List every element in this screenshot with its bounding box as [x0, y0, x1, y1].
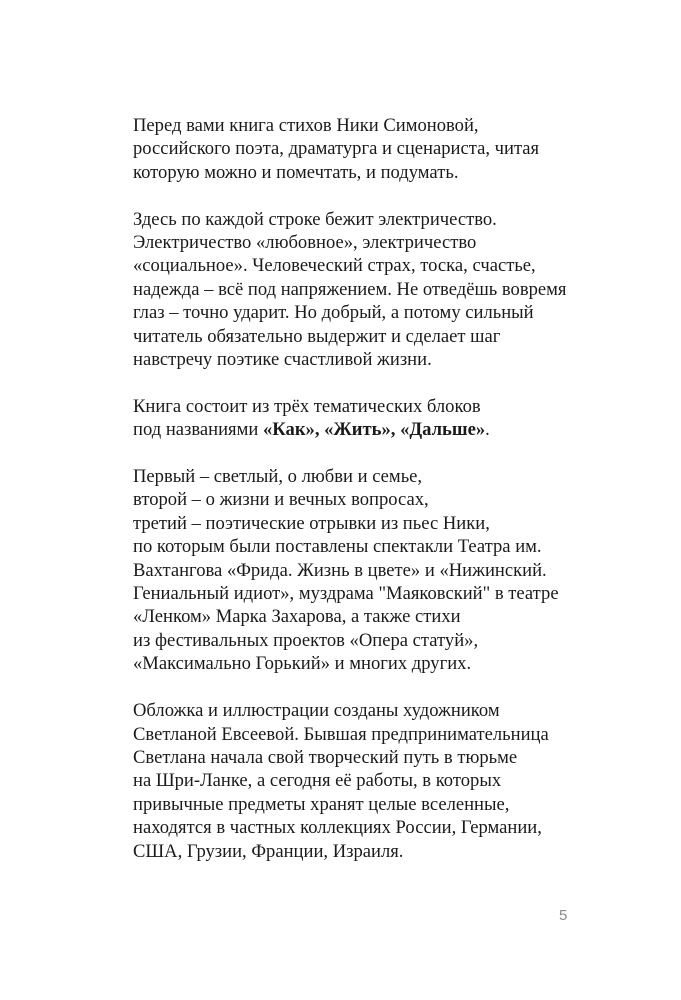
text-line: второй – о жизни и вечных вопросах,	[133, 489, 429, 511]
text-line: «Максимально Горький» и многих других.	[133, 653, 472, 675]
text-line: которую можно и помечтать, и подумать.	[133, 161, 459, 183]
text-line: третий – поэтические отрывки из пьес Ники,	[133, 512, 490, 534]
text-line: Здесь по каждой строке бежит электричество.	[133, 208, 497, 230]
text-line: Вахтангова «Фрида. Жизнь в цвете» и «Нижинский.	[133, 559, 547, 581]
text-line: навстречу поэтике счастливой жизни.	[133, 349, 432, 371]
text-line: российского поэта, драматурга и сценариста, читая	[133, 138, 540, 160]
paragraph-illustrator	[133, 699, 603, 863]
page-number: 5	[559, 907, 568, 924]
text-line: Перед вами книга стихов Ники Симоновой,	[133, 115, 479, 136]
text-line: глаз – точно ударит. Но добрый, а потому сильный	[133, 302, 534, 324]
paragraph-blocks	[133, 465, 603, 676]
text-line: Электричество «любовное», электричество	[133, 232, 477, 254]
paragraph-structure	[133, 395, 603, 442]
text-line: Светлана начала свой творческий путь в тюрьме	[133, 746, 518, 768]
text-line: США, Грузии, Франции, Израиля.	[133, 840, 404, 862]
text-line: Первый – светлый, о любви и семье,	[133, 466, 423, 488]
text-line-with-bold	[133, 418, 603, 441]
text-fragment: .	[485, 419, 490, 441]
text-line: привычные предметы хранят целые вселенные,	[133, 793, 510, 815]
book-annotation-text	[133, 114, 603, 886]
text-line: Светланой Евсеевой. Бывшая предпринимательница	[133, 723, 549, 745]
text-line: читатель обязательно выдержит и сделает шаг	[133, 325, 501, 347]
paragraph-electricity	[133, 208, 603, 372]
text-fragment: под названиями	[133, 419, 263, 441]
block-titles-bold: «Как», «Жить», «Дальше»	[262, 419, 486, 441]
text-line: находятся в частных коллекциях России, Германии,	[133, 817, 542, 839]
paragraph-intro	[133, 114, 603, 184]
text-line: Гениальный идиот», муздрама "Маяковский" в театре	[133, 583, 559, 605]
text-line: по которым были поставлены спектакли Театра им.	[133, 536, 542, 558]
text-line: Обложка и иллюстрации созданы художником	[133, 700, 500, 722]
text-line: надежда – всё под напряжением. Не отведёшь вовремя	[133, 278, 567, 300]
text-line: из фестивальных проектов «Опера статуй»,	[133, 629, 479, 651]
text-line: Книга состоит из трёх тематических блоков	[133, 395, 481, 417]
text-line: на Шри-Ланке, а сегодня её работы, в которых	[133, 770, 502, 792]
text-line: «Ленком» Марка Захарова, а также стихи	[133, 606, 461, 628]
text-line: «социальное». Человеческий страх, тоска, счастье,	[133, 255, 536, 277]
